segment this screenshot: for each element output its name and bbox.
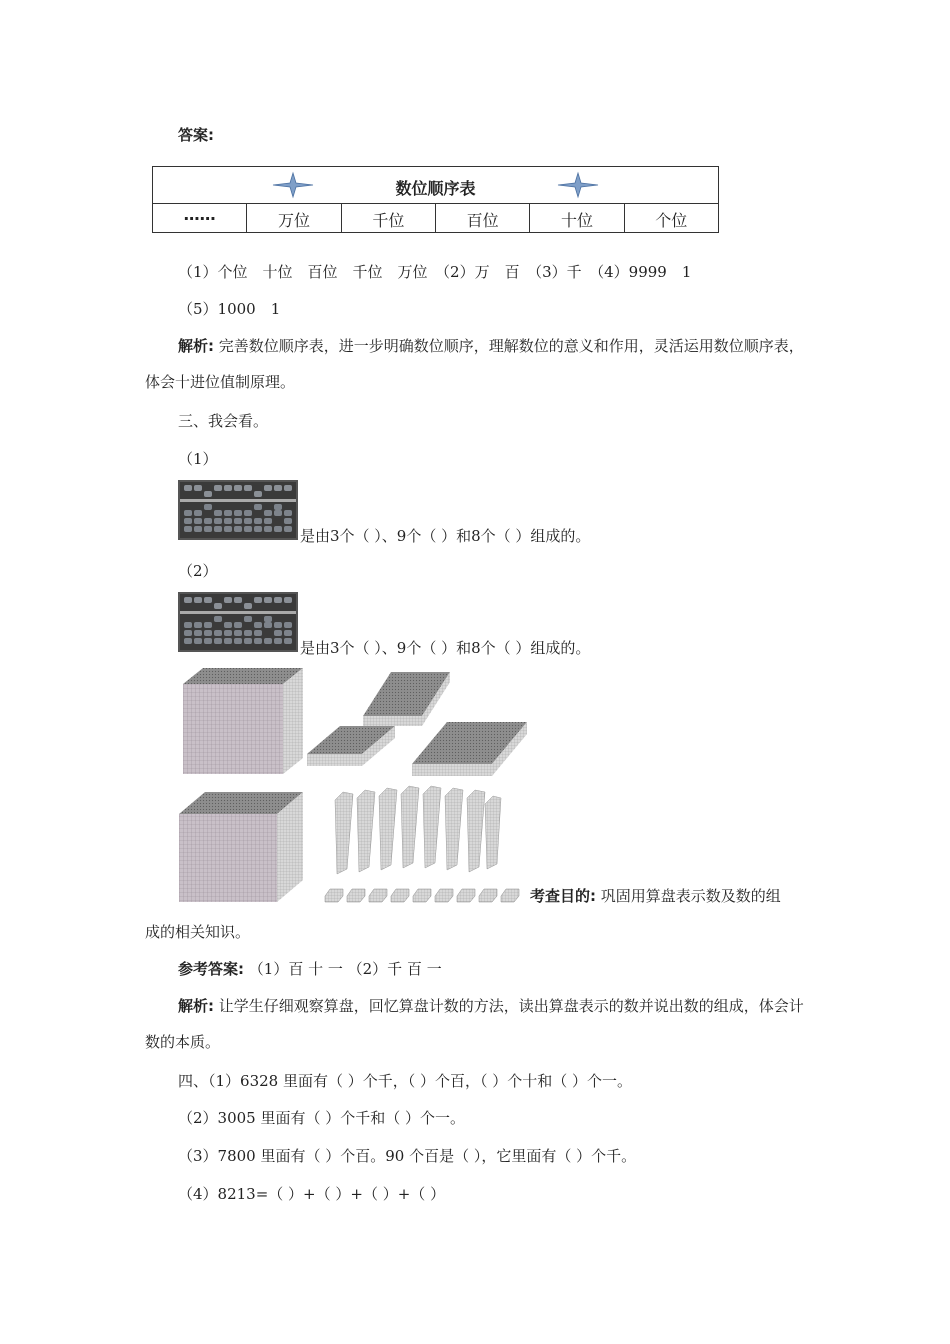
exercise-line: （2）3005 里面有（ ）个千和（ ）个一。 — [178, 1109, 466, 1127]
analysis-paragraph — [145, 988, 810, 1060]
analysis-text: 让学生仔细观察算盘，回忆算盘计数的方法，读出算盘表示的数并说出数的组成，体会计数的本质。 — [145, 997, 804, 1051]
table-cell: 十位 — [530, 204, 624, 232]
question-label: （2） — [178, 562, 218, 580]
reference-label: 参考答案: — [178, 960, 244, 978]
question-label: （1） — [178, 450, 218, 468]
answers-line: （5）1000 1 — [178, 300, 281, 318]
purpose-label: 考查目的: — [530, 887, 596, 905]
table-cell: 百位 — [436, 204, 530, 232]
table-cell: …… — [153, 204, 247, 232]
table-cell: 千位 — [342, 204, 436, 232]
question-text: 是由3个（ ）、9个（ ）和8个（ ）组成的。 — [300, 639, 591, 657]
table-cells-row — [153, 204, 718, 232]
answer-heading: 答案: — [178, 126, 214, 144]
question-text: 是由3个（ ）、9个（ ）和8个（ ）组成的。 — [300, 527, 591, 545]
reference-answer-line — [178, 958, 843, 980]
analysis-label: 解析: — [178, 997, 214, 1015]
abacus-image — [178, 480, 298, 540]
table-cell: 个位 — [655, 211, 688, 230]
place-value-table — [152, 166, 719, 233]
purpose-text-cont: 成的相关知识。 — [145, 923, 251, 941]
section-title: 三、我会看。 — [178, 412, 269, 430]
purpose-line — [530, 885, 820, 907]
star-icon — [556, 171, 600, 199]
table-title-row — [153, 167, 718, 204]
table-cell: 万位 — [247, 204, 341, 232]
reference-text: （1）百 十 一 （2）千 百 一 — [248, 960, 442, 978]
analysis-text: 完善数位顺序表，进一步明确数位顺序，理解数位的意义和作用，灵活运用数位顺序表，体会十进位值制原理。 — [145, 337, 804, 391]
exercise-line: （3）7800 里面有（ ）个百。90 个百是（ ），它里面有（ ）个千。 — [178, 1147, 637, 1165]
purpose-text: 巩固用算盘表示数及数的组 — [600, 887, 781, 905]
exercise-line: （4）8213=（ ）+（ ）+（ ）+（ ） — [178, 1185, 446, 1203]
analysis-label: 解析: — [178, 337, 214, 355]
exercise-line: 四、（1）6328 里面有（ ）个千，（ ）个百，（ ）个十和（ ）个一。 — [178, 1072, 633, 1090]
answers-line: （1）个位 十位 百位 千位 万位 （2）万 百 （3）千 （4）9999 1 — [178, 263, 692, 281]
base-ten-blocks-image — [175, 664, 530, 904]
table-title: 数位顺序表 — [395, 179, 476, 198]
analysis-paragraph — [145, 328, 810, 400]
abacus-image — [178, 592, 298, 652]
